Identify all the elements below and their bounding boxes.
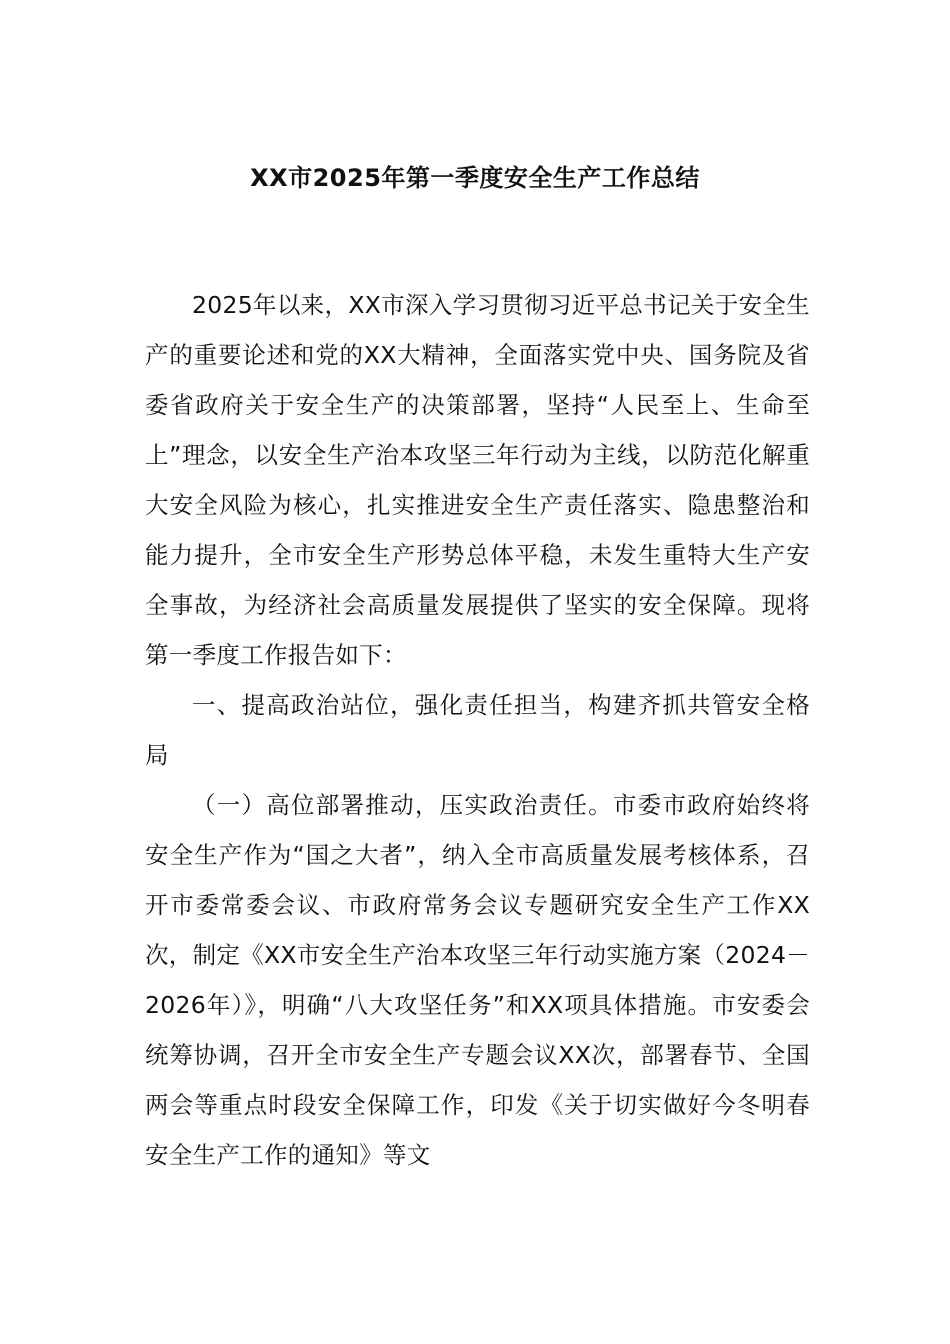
- section-heading-1: 一、提高政治站位，强化责任担当，构建齐抓共管安全格局: [145, 691, 810, 769]
- document-body: [145, 280, 810, 1180]
- intro-paragraph: 2025年以来，XX市深入学习贯彻习近平总书记关于安全生产的重要论述和党的XX大精神，全面落实党中央、国务院及省委省政府关于安全生产的决策部署，坚持“人民至上、生命至上”理念，以安全生产治本攻坚三年行动为主线，以防范化解重大安全风险为核心，扎实推进安全生产责任落实、隐患整治和能力提升，全市安全生产形势总体平稳，未发生重特大生产安全事故，为经济社会高质量发展提供了坚实的安全保障。现将第一季度工作报告如下：: [145, 291, 810, 669]
- document-title: XX市2025年第一季度安全生产工作总结: [250, 164, 700, 192]
- subsection-paragraph-1: （一）高位部署推动，压实政治责任。市委市政府始终将安全生产作为“国之大者”，纳入全市高质量发展考核体系，召开市委常委会议、市政府常务会议专题研究安全生产工作XX次，制定《XX市安全生产治本攻坚三年行动实施方案（2024－2026年）》，明确“八大攻坚任务”和XX项具体措施。市安委会统筹协调，召开全市安全生产专题会议XX次，部署春节、全国两会等重点时段安全保障工作，印发《关于切实做好今冬明春安全生产工作的通知》等文: [145, 791, 811, 1169]
